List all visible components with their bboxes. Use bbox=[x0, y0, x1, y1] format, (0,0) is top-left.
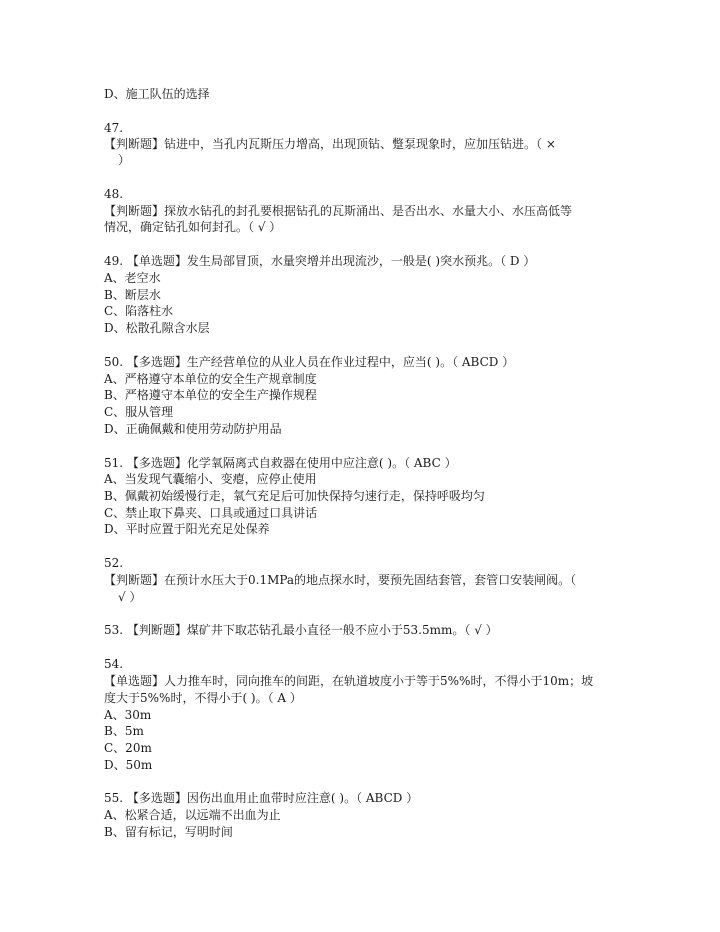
q51-option-c: C、禁止取下鼻夹、口具或通过口具讲话 bbox=[104, 506, 318, 520]
q52-text: 【判断题】在预计水压大于0.1MPa的地点探水时，要预先固结套管，套管口安装闸阀。（ bbox=[104, 573, 577, 587]
q49-text: 49. 【单选题】发生局部冒顶，水量突增并出现流沙，一般是( )突水预兆。（ D ） bbox=[104, 254, 536, 268]
q50-text: 50. 【多选题】生产经营单位的从业人员在作业过程中，应当( )。（ ABCD ） bbox=[104, 355, 515, 369]
q55-option-b: B、留有标记，写明时间 bbox=[104, 825, 233, 839]
q49-option-b: B、断层水 bbox=[104, 288, 161, 302]
q48-number: 48. bbox=[104, 187, 124, 201]
q48-text-cont: 情况，确定钻孔如何封孔。（ √ ） bbox=[104, 220, 282, 234]
q51-option-d: D、平时应置于阳光充足处保养 bbox=[104, 522, 270, 536]
q50-option-d: D、正确佩戴和使用劳动防护用品 bbox=[104, 422, 282, 436]
q54-option-a: A、30m bbox=[104, 708, 152, 722]
q54-option-c: C、20m bbox=[104, 741, 152, 755]
q54-option-b: B、5m bbox=[104, 724, 144, 738]
q47-text: 【判断题】钻进中，当孔内瓦斯压力增高，出现顶钻、蹩泵现象时，应加压钻进。（ × bbox=[104, 137, 556, 151]
q51-option-b: B、佩戴初始缓慢行走，氧气充足后可加快保持匀速行走，保持呼吸均匀 bbox=[104, 489, 485, 503]
q48-text: 【判断题】探放水钻孔的封孔要根据钻孔的瓦斯涌出、是否出水、水量大小、水压高低等 bbox=[104, 204, 573, 218]
q50-option-c: C、服从管理 bbox=[104, 405, 174, 419]
q51-option-a: A、当发现气囊缩小、变瘪，应停止使用 bbox=[104, 472, 317, 486]
q47-number: 47. bbox=[104, 121, 124, 135]
q52-text-cont: √ ） bbox=[118, 590, 142, 604]
q50-option-b: B、严格遵守本单位的安全生产操作规程 bbox=[104, 388, 317, 402]
q54-text: 【单选题】人力推车时，同向推车的间距，在轨道坡度小于等于5%%时，不得小于10m；坡 bbox=[104, 674, 594, 688]
q54-number: 54. bbox=[104, 657, 124, 671]
q53-text: 53. 【判断题】煤矿井下取芯钻孔最小直径一般不应小于53.5mm。（ √ ） bbox=[104, 623, 498, 637]
q55-text: 55. 【多选题】因伤出血用止血带时应注意( )。（ ABCD ） bbox=[104, 791, 419, 805]
q50-option-a: A、严格遵守本单位的安全生产规章制度 bbox=[104, 372, 317, 386]
q52-number: 52. bbox=[104, 556, 124, 570]
q54-option-d: D、50m bbox=[104, 758, 153, 772]
q51-text: 51. 【多选题】化学氧隔离式自救器在使用中应注意( )。（ ABC ） bbox=[104, 456, 457, 470]
q49-option-a: A、老空水 bbox=[104, 271, 161, 285]
q49-option-d: D、松散孔隙含水层 bbox=[104, 321, 210, 335]
q49-option-c: C、陷落柱水 bbox=[104, 304, 174, 318]
q46-option-d: D、施工队伍的选择 bbox=[104, 87, 210, 101]
q54-text-cont: 度大于5%%时，不得小于( )。（ A ） bbox=[104, 691, 302, 705]
q55-option-a: A、松紧合适，以远端不出血为止 bbox=[104, 808, 281, 822]
q47-text-cont: ） bbox=[118, 153, 131, 167]
